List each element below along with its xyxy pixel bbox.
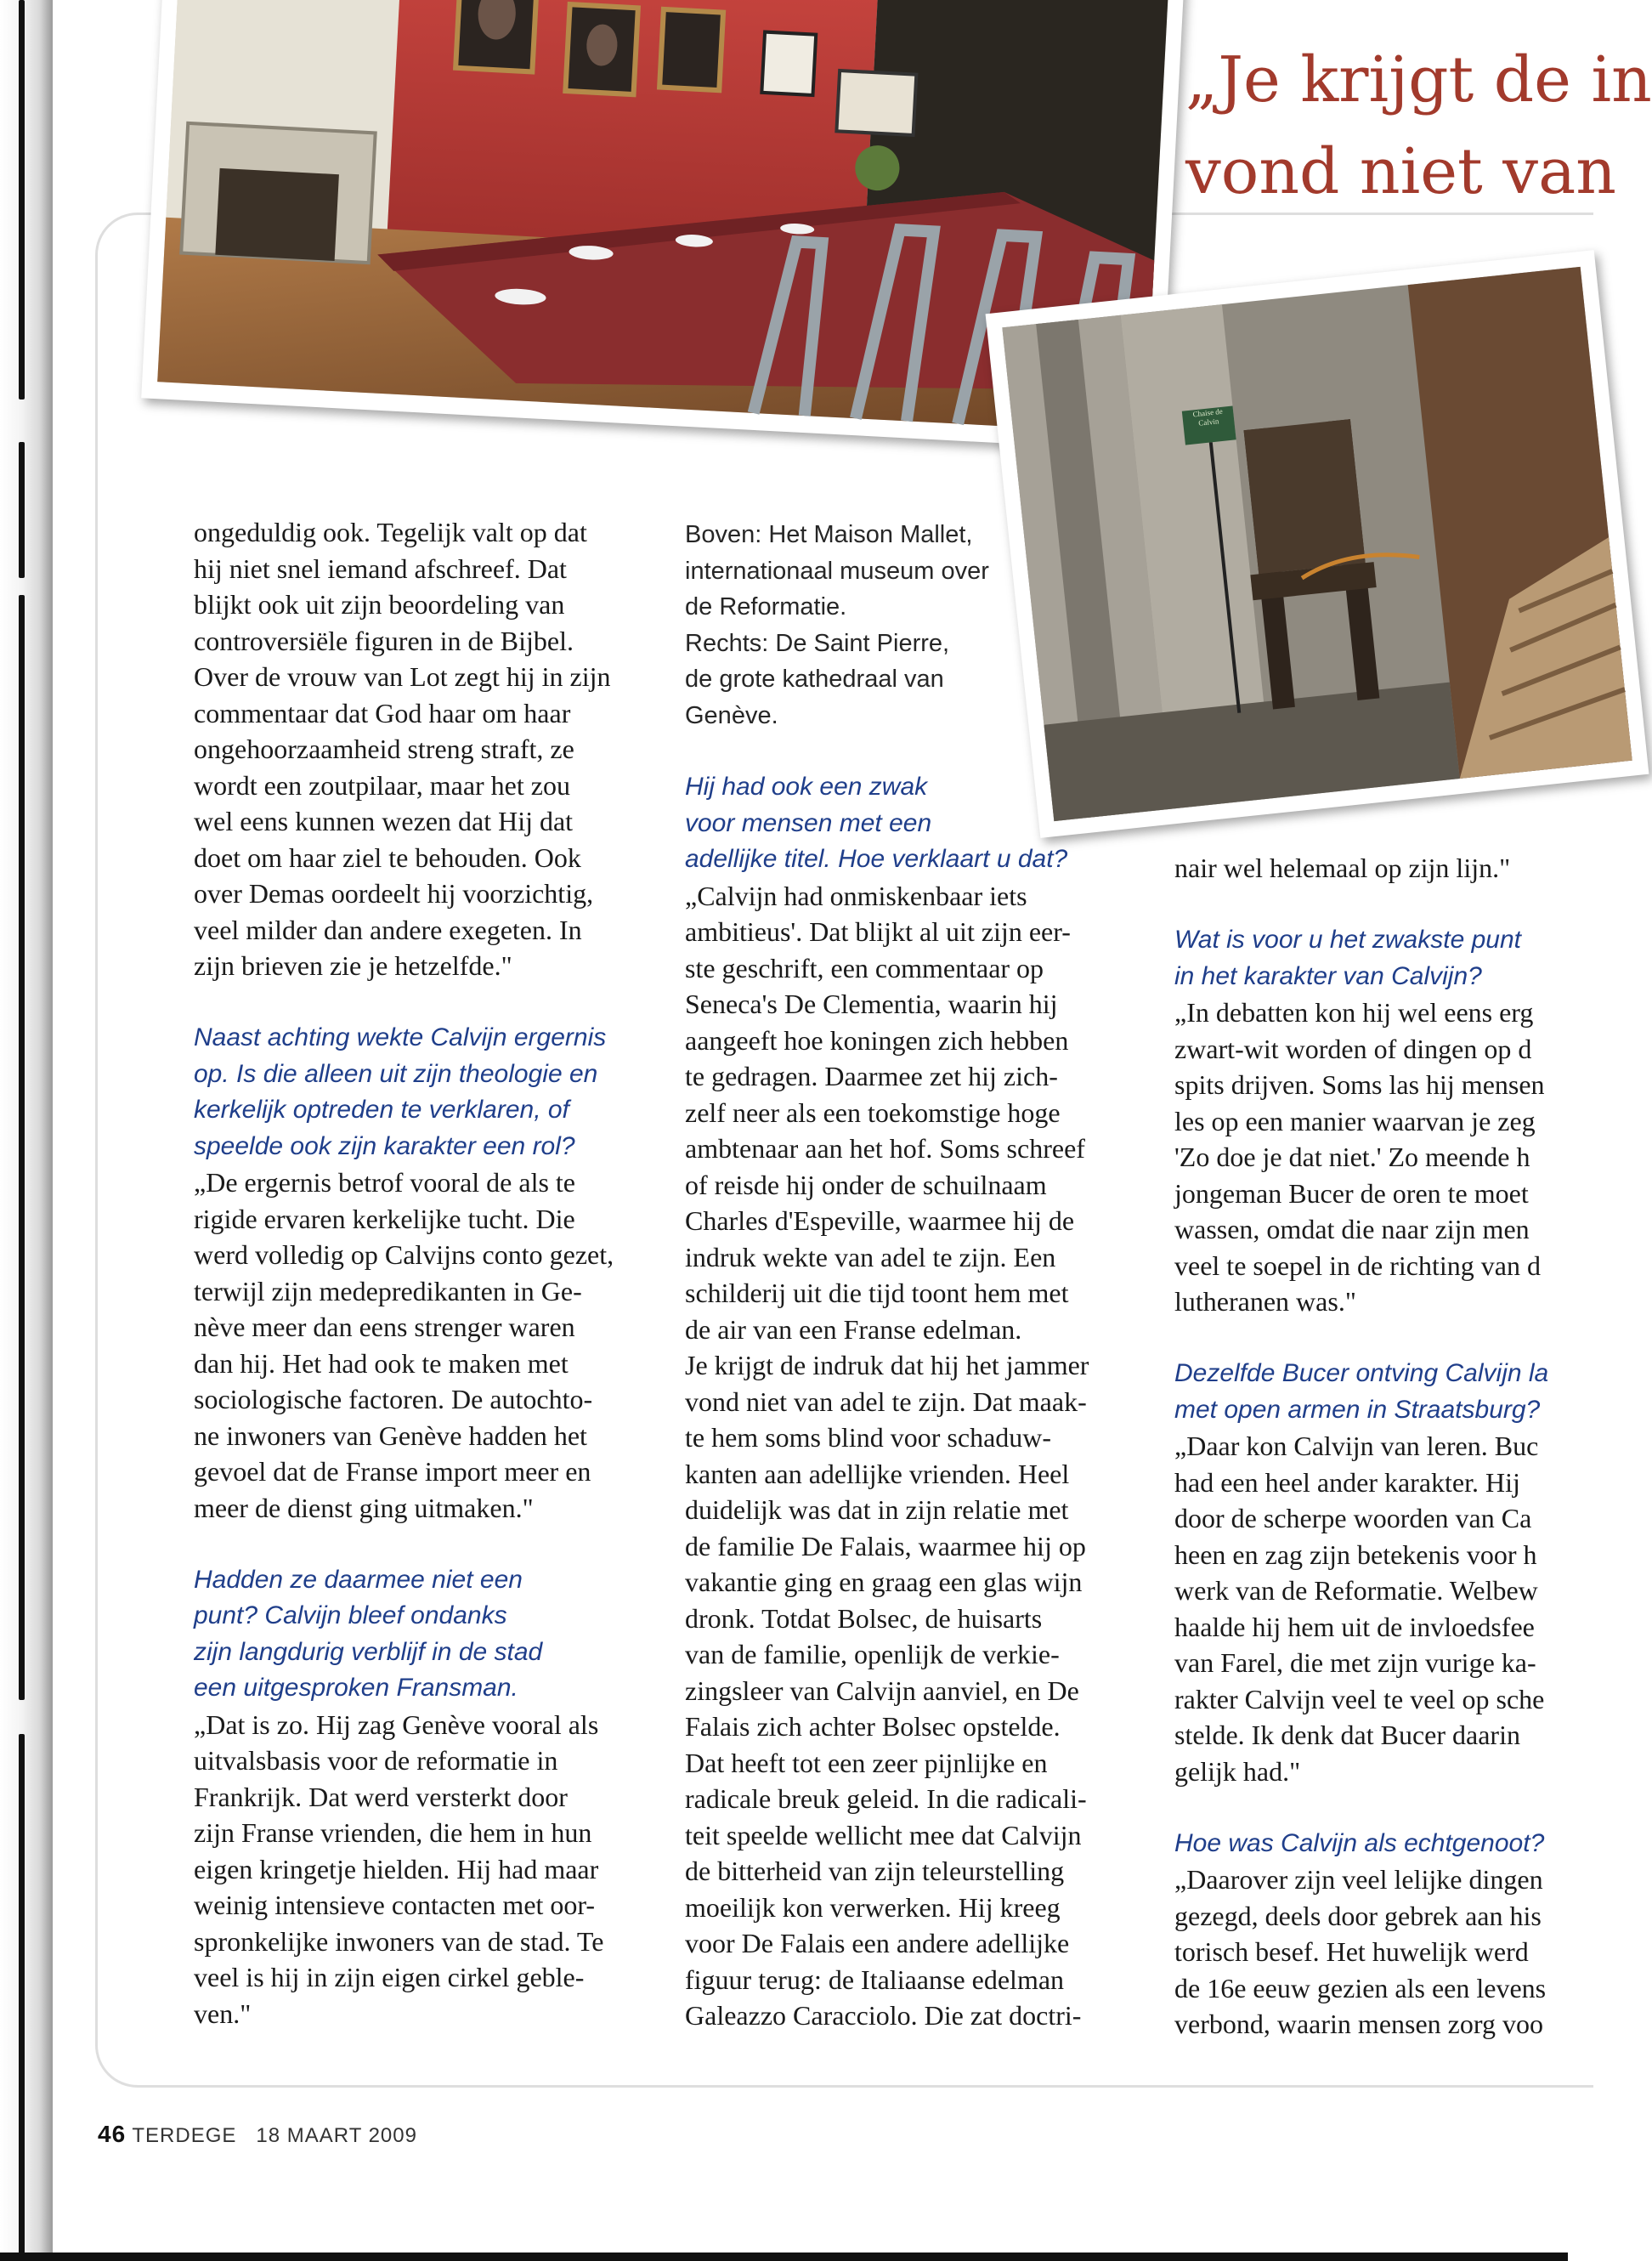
body-text-line: sociologische factoren. De autochto- [194, 1384, 593, 1414]
body-text-line: stelde. Ik denk dat Bucer daarin [1174, 1720, 1520, 1750]
body-text-line: werd volledig op Calvijns conto gezet, [194, 1239, 614, 1270]
body-text-line: ambitieus'. Dat blijkt al uit zijn eer- [685, 916, 1071, 947]
body-text-line: moeilijk kon verwerken. Hij kreeg [685, 1891, 1061, 1923]
body-text-line: verbond, waarin mensen zorg voo [1174, 2009, 1543, 2039]
body-text-line: van de familie, openlijk de verkie- [685, 1639, 1060, 1669]
paragraph-gap [1174, 887, 1616, 923]
body-text-line: doet om haar ziel te behouden. Ook [194, 842, 581, 873]
body-text-line: „Calvijn had onmiskenbaar iets [685, 880, 1027, 911]
interview-question-line: zijn langdurig verblijf in de stad [194, 1637, 543, 1666]
body-text-line: Galeazzo Caracciolo. Die zat doctri- [685, 2000, 1082, 2031]
paragraph-gap [194, 1526, 657, 1562]
body-text-line: Dat heeft tot een zeer pijnlijke en [685, 1747, 1048, 1778]
body-text-line: wordt een zoutpilaar, maar het zou [194, 769, 570, 801]
interview-question-line: Hij had ook een zwak [685, 773, 928, 801]
paragraph-gap [194, 984, 657, 1021]
spine-mark [19, 1734, 25, 2261]
body-text-line: hij niet snel iemand afschreef. Dat [194, 552, 567, 584]
body-text-line: Charles d'Espeville, waarmee hij de [685, 1205, 1075, 1236]
interview-question-line: Hadden ze daarmee niet een [194, 1565, 523, 1594]
body-text-line: rakter Calvijn veel te veel op sche [1174, 1683, 1545, 1714]
body-text-line: figuur terug: de Italiaanse edelman [685, 1964, 1065, 1995]
body-text-line: spits drijven. Soms las hij mensen [1174, 1069, 1545, 1100]
body-text-line: duidelijk was dat in zijn relatie met [685, 1494, 1069, 1525]
body-text-line: had een heel ander karakter. Hij [1174, 1466, 1520, 1498]
interview-question-line: Naast achting wekte Calvijn ergernis [194, 1023, 607, 1051]
body-text-line: rigide ervaren kerkelijke tucht. Die [194, 1203, 575, 1234]
caption-line: Boven: Het Maison Mallet, [685, 521, 973, 548]
body-text-line: zwart-wit worden of dingen op d [1174, 1033, 1532, 1064]
body-text-line: torisch besef. Het huwelijk werd [1174, 1936, 1529, 1967]
body-text-line: „Dat is zo. Hij zag Genève vooral als [194, 1708, 599, 1740]
body-text-line: les op een manier waarvan je zeg [1174, 1105, 1536, 1136]
interview-question-line: Wat is voor u het zwakste punt [1174, 926, 1521, 954]
interview-question-line: voor mensen met een [685, 808, 932, 837]
body-text-line: haalde hij hem uit de invloedsfee [1174, 1611, 1535, 1642]
headline-line-1: „Je krijgt de in [1185, 43, 1652, 116]
body-text-line: lutheranen was." [1174, 1286, 1356, 1317]
body-text-line: zijn brieven zie je hetzelfde." [194, 950, 512, 981]
body-text-line: wel eens kunnen wezen dat Hij dat [194, 806, 574, 836]
body-text-line: Over de vrouw van Lot zegt hij in zijn [194, 661, 611, 692]
body-text-line: vakantie ging en graag een glas wijn [685, 1567, 1083, 1597]
caption-line: Rechts: De Saint Pierre, [685, 629, 950, 657]
headline-line-2: vond niet van [1185, 135, 1616, 208]
spine-mark [19, 442, 25, 578]
body-text-line: te gedragen. Daarmee zet hij zich- [685, 1061, 1058, 1091]
interview-question-line: op. Is die alleen uit zijn theologie en [194, 1059, 598, 1088]
photo-caption [685, 517, 1042, 734]
body-text-line: gelijk had." [1174, 1755, 1301, 1787]
caption-line: de Reformatie. [685, 593, 847, 620]
interview-question-line: een uitgesproken Fransman. [194, 1674, 518, 1702]
body-text-line: Falais zich achter Bolsec opstelde. [685, 1711, 1061, 1742]
body-text-line: zelf neer als een toekomstige hoge [685, 1096, 1061, 1128]
body-text-line: veel is hij in zijn eigen cirkel geble- [194, 1962, 585, 1992]
body-text-line: terwijl zijn medepredikanten in Ge- [194, 1275, 582, 1306]
body-text-line: de bitterheid van zijn teleurstelling [685, 1856, 1065, 1886]
body-text-line: gevoel dat de Franse import meer en [194, 1456, 591, 1487]
page-number: 46 [98, 2121, 127, 2147]
body-text-line: ongehoorzaamheid streng straft, ze [194, 734, 574, 764]
interview-question-line: adellijke titel. Hoe verklaart u dat? [685, 845, 1068, 873]
body-text-line: veel milder dan andere exegeten. In [194, 914, 582, 945]
interview-question-line: kerkelijk optreden te verklaren, of [194, 1096, 569, 1124]
interview-question-line: Hoe was Calvijn als echtgenoot? [1174, 1828, 1545, 1857]
body-text-line: 'Zo doe je dat niet.' Zo meende h [1174, 1142, 1530, 1172]
body-text-line: heen en zag zijn betekenis voor h [1174, 1538, 1537, 1570]
article-headline [1185, 34, 1652, 218]
body-text-line: radicale breuk geleid. In die radicali- [685, 1783, 1087, 1814]
interview-question-line: in het karakter van Calvijn? [1174, 961, 1482, 990]
body-text-line: van Farel, die met zijn vurige ka- [1174, 1647, 1536, 1678]
body-text-line: dronk. Totdat Bolsec, de huisarts [685, 1602, 1043, 1634]
caption-line: Genève. [685, 701, 778, 729]
body-text-line: ne inwoners van Genève hadden het [194, 1420, 587, 1451]
photo-saint-pierre [986, 250, 1649, 838]
body-text-line: schilderij uit die tijd toont hem met [685, 1278, 1069, 1308]
issue-date: 18 MAART 2009 [256, 2124, 417, 2147]
body-text-line: nair wel helemaal op zijn lijn." [1174, 853, 1511, 883]
body-text-line: teit speelde wellicht mee dat Calvijn [685, 1819, 1082, 1850]
body-text-line: over Demas oordeelt hij voorzichtig, [194, 878, 594, 909]
caption-line: internationaal museum over [685, 557, 989, 585]
body-text-line: meer de dienst ging uitmaken." [194, 1492, 534, 1523]
body-text-line: ven." [194, 1998, 252, 2029]
body-text-line: jongeman Bucer de oren te moet [1174, 1177, 1529, 1209]
caption-line: de grote kathedraal van [685, 666, 944, 693]
body-text-line: werk van de Reformatie. Welbew [1174, 1575, 1538, 1606]
body-text-line: kanten aan adellijke vrienden. Heel [685, 1458, 1070, 1489]
body-text-line: vond niet van adel te zijn. Dat maak- [685, 1386, 1087, 1417]
scan-edge [0, 2252, 1568, 2261]
spine-mark [19, 0, 25, 400]
binder-spine [0, 0, 53, 2261]
article-column-1 [194, 514, 657, 2032]
interview-question-line: speelde ook zijn karakter een rol? [194, 1131, 575, 1160]
body-text-line: eigen kringetje hielden. Hij had maar [194, 1853, 599, 1884]
body-text-line: wassen, omdat die naar zijn men [1174, 1214, 1530, 1244]
body-text-line: dan hij. Het had ook te maken met [194, 1347, 569, 1379]
body-text-line: of reisde hij onder de schuilnaam [685, 1169, 1047, 1200]
cathedral-chair-illustration [1002, 267, 1632, 821]
body-text-line: nève meer dan eens strenger waren [194, 1312, 575, 1342]
body-text-line: veel te soepel in de richting van d [1174, 1250, 1541, 1281]
body-text-line: „Daarover zijn veel lelijke dingen [1174, 1864, 1543, 1895]
body-text-line: ste geschrift, een commentaar op [685, 952, 1044, 983]
body-text-line: te hem soms blind voor schaduw- [685, 1422, 1052, 1453]
body-text-line: ongeduldig ook. Tegelijk valt op dat [194, 517, 587, 547]
body-text-line: „De ergernis betrof vooral de als te [194, 1167, 575, 1198]
paragraph-gap [1174, 1320, 1616, 1357]
article-column-3 [1174, 850, 1616, 2043]
body-text-line: de 16e eeuw gezien als een levens [1174, 1972, 1547, 2003]
paragraph-gap [1174, 1789, 1616, 1826]
body-text-line: weinig intensieve contacten met oor- [194, 1890, 596, 1920]
chair-sign-text: Chaise de Calvin [1192, 406, 1224, 428]
body-text-line: indruk wekte van adel te zijn. Een [685, 1241, 1056, 1272]
article-column-2 [685, 769, 1144, 2034]
body-text-line: spronkelijke inwoners van de stad. Te [194, 1925, 604, 1957]
magazine-name: TERDEGE [132, 2124, 237, 2147]
interview-question-line: Dezelfde Bucer ontving Calvijn la [1174, 1359, 1549, 1387]
body-text-line: zingsleer van Calvijn aanviel, en De [685, 1674, 1079, 1706]
body-text-line: aangeeft hoe koningen zich hebben [685, 1024, 1069, 1056]
body-text-line: uitvalsbasis voor de reformatie in [194, 1745, 558, 1776]
body-text-line: controversiële figuren in de Bijbel. [194, 625, 574, 656]
body-text-line: commentaar dat God haar om haar [194, 697, 571, 728]
body-text-line: ambtenaar aan het hof. Soms schreef [685, 1133, 1085, 1164]
body-text-line: Seneca's De Clementia, waarin hij [685, 989, 1058, 1019]
body-text-line: gezegd, deels door gebrek aan his [1174, 1900, 1542, 1931]
body-text-line: door de scherpe woorden van Ca [1174, 1503, 1532, 1533]
page-footer [98, 2121, 417, 2148]
interview-question-line: met open armen in Straatsburg? [1174, 1395, 1541, 1424]
body-text-line: voor De Falais een andere adellijke [685, 1928, 1070, 1958]
body-text-line: Je krijgt de indruk dat hij het jammer [685, 1350, 1089, 1380]
spine-mark [19, 595, 25, 1700]
body-text-line: de air van een Franse edelman. [685, 1313, 1022, 1345]
body-text-line: blijkt ook uit zijn beoordeling van [194, 589, 565, 620]
body-text-line: Frankrijk. Dat werd versterkt door [194, 1781, 568, 1812]
interview-question-line: punt? Calvijn bleef ondanks [194, 1601, 507, 1629]
body-text-line: „Daar kon Calvijn van leren. Buc [1174, 1431, 1539, 1461]
body-text-line: de familie De Falais, waarmee hij op [685, 1530, 1086, 1561]
body-text-line: zijn Franse vrienden, die hem in hun [194, 1817, 592, 1848]
body-text-line: „In debatten kon hij wel eens erg [1174, 997, 1534, 1028]
